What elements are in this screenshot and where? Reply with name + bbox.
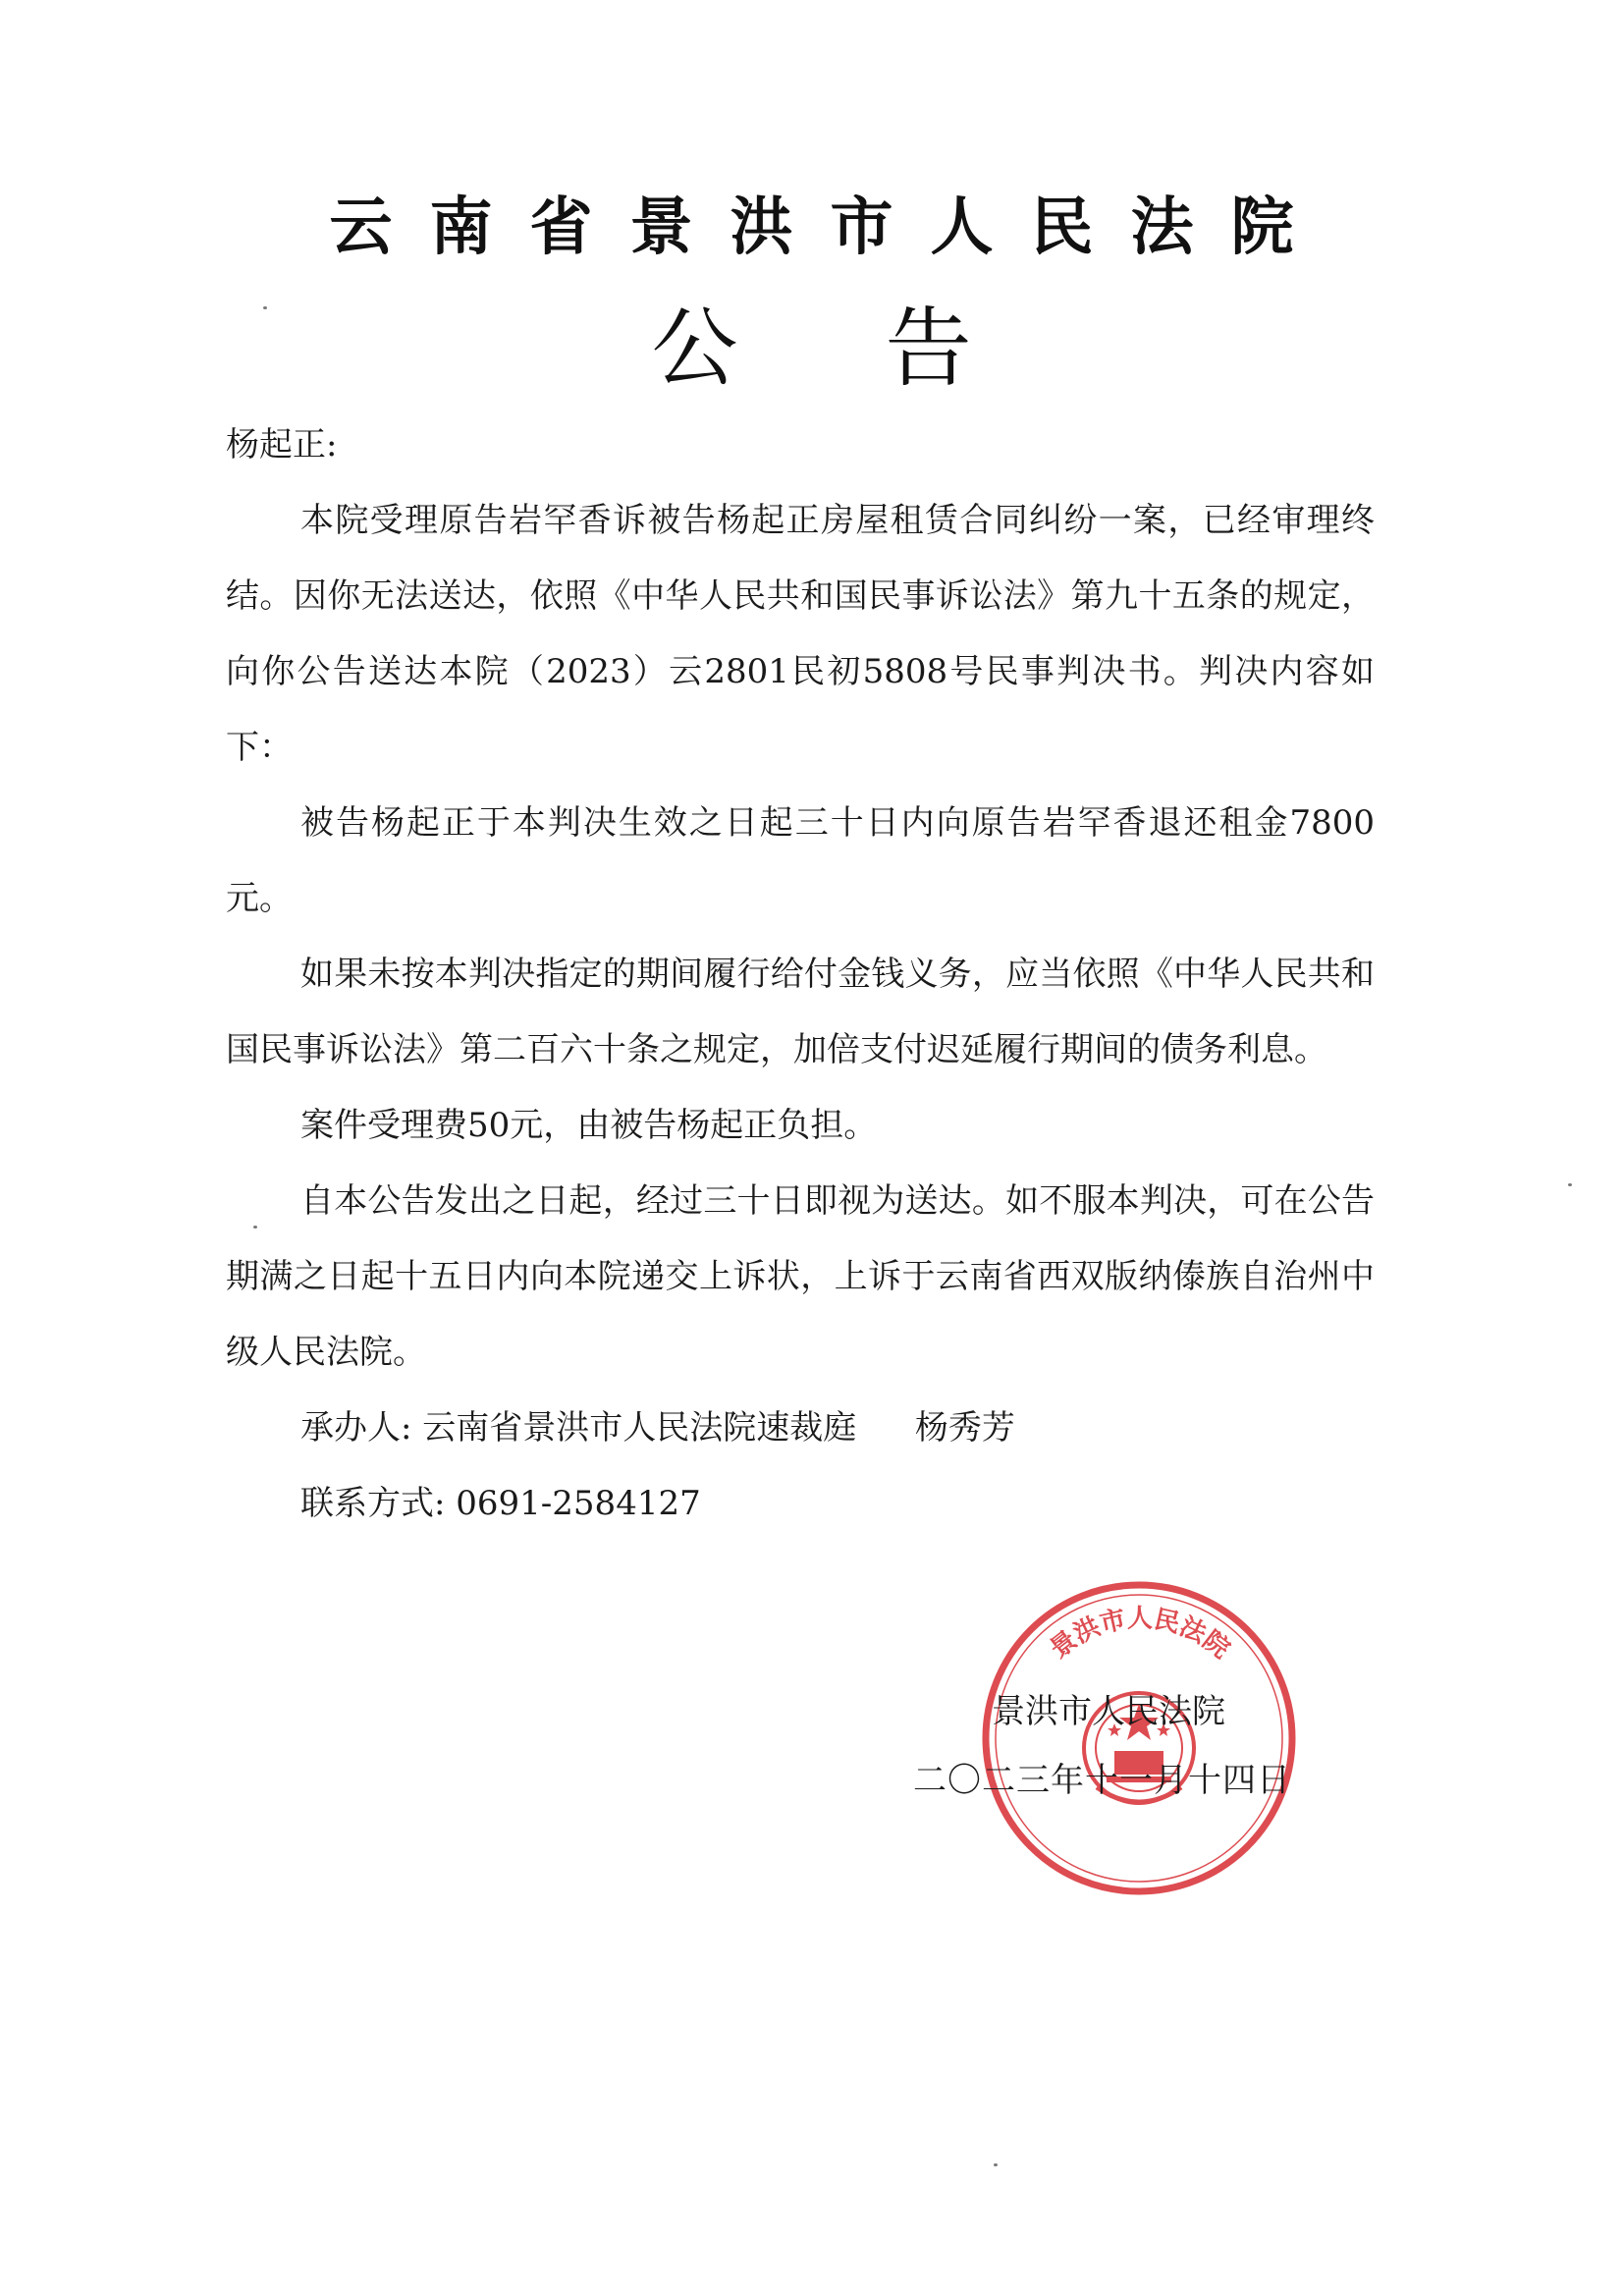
paragraph-service-appeal: 自本公告发出之日起，经过三十日即视为送达。如不服本判决，可在公告期满之日起十五日内向本院递交上诉状，上诉于云南省西双版纳傣族自治州中级人民法院。 xyxy=(226,1181,1375,1372)
scan-speck xyxy=(253,1226,257,1229)
paragraph-late-performance: 如果未按本判决指定的期间履行给付金钱义务，应当依照《中华人民共和国民事诉讼法》第二百六十条之规定，加倍支付迟延履行期间的债务利息。 xyxy=(226,955,1375,1069)
contact-value: 0691-2584127 xyxy=(456,1484,701,1523)
handler-label: 承办人: xyxy=(300,1408,412,1448)
scan-speck xyxy=(994,2163,998,2166)
handler-line xyxy=(226,1391,1375,1466)
document-title: 公告 xyxy=(651,298,1119,399)
handler-value: 云南省景洪市人民法院速裁庭 xyxy=(422,1408,857,1448)
seal-text-path: 景洪市人民法院 xyxy=(1045,1604,1235,1665)
paragraph-judgment: 被告杨起正于本判决生效之日起三十日内向原告岩罕香退还租金7800元。 xyxy=(226,803,1375,918)
scan-speck xyxy=(263,306,267,309)
signature-court: 景洪市人民法院 xyxy=(992,1692,1225,1731)
signature-date: 二〇二三年十一月十四日 xyxy=(913,1761,1291,1800)
court-name-heading: 云南省景洪市人民法院 xyxy=(329,191,1331,264)
handler-name: 杨秀芳 xyxy=(914,1408,1015,1448)
notice-body xyxy=(226,408,1375,1542)
paragraph-fee: 案件受理费50元，由被告杨起正负担。 xyxy=(300,1106,878,1145)
contact-label: 联系方式: xyxy=(300,1484,446,1523)
seal-text xyxy=(1045,1605,1235,1665)
court-seal-stamp xyxy=(977,1576,1301,1900)
contact-line xyxy=(226,1466,1375,1542)
scan-speck xyxy=(1568,1183,1572,1186)
addressee: 杨起正: xyxy=(226,425,338,465)
paragraph-case-intro: 本院受理原告岩罕香诉被告杨起正房屋租赁合同纠纷一案，已经审理终结。因你无法送达，依照《中华人民共和国民事诉讼法》第九十五条的规定，向你公告送达本院（2023）云2801民初5808号民事判决书。判决内容如下： xyxy=(226,501,1375,767)
